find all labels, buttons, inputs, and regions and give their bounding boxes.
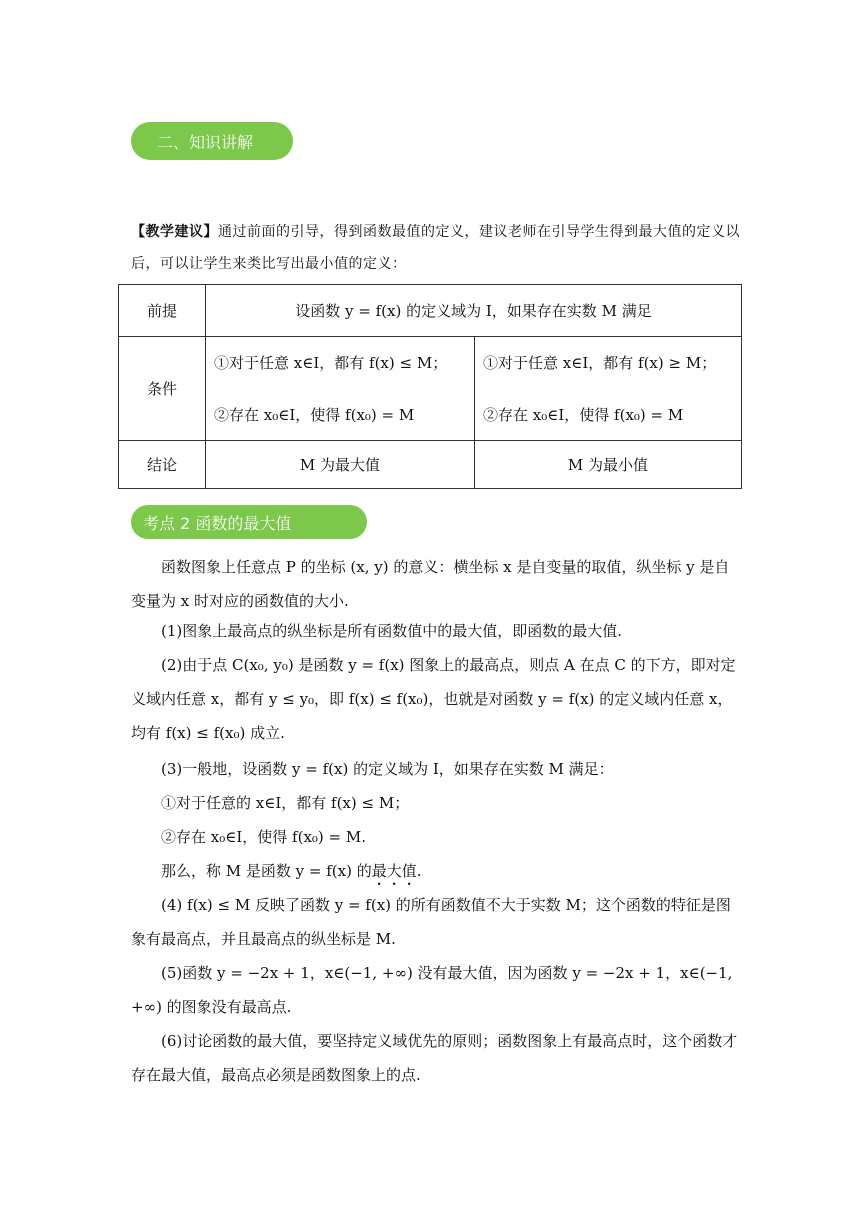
kaodian-heading-text: 考点 2 函数的最大值 [143, 513, 292, 533]
table-row [119, 337, 742, 441]
kaodian-heading [131, 505, 367, 539]
max-condition-2: ②存在 x₀∈I，使得 f(x₀) = M [214, 405, 415, 424]
max-conclusion: M 为最大值 [206, 441, 475, 489]
max-conditions-cell [206, 337, 475, 441]
paragraph-point-6: (6)讨论函数的最大值，要坚持定义域优先的原则；函数图象上有最高点时，这个函数才存在最大值，最高点必须是函数图象上的点. [131, 1032, 738, 1084]
teaching-suggestion [131, 216, 741, 280]
max-condition-1: ①对于任意 x∈I，都有 f(x) ≤ M； [214, 353, 448, 372]
section-heading [131, 122, 293, 160]
paragraph-point-2: (2)由于点 C(x₀, y₀) 是函数 y = f(x) 图象上的最高点，则点 A 在点 C 的下方，即对定义域内任意 x，都有 y ≤ y₀，即 f(x) ≤ f(x₀)，也就是对函数 y = f(x) 的定义域内任意 x，均有 f(x) ≤ f(x₀) 成立. [131, 656, 736, 742]
suggestion-label: 【教学建议】 [131, 224, 218, 240]
min-condition-2: ②存在 x₀∈I，使得 f(x₀) = M [483, 405, 684, 424]
min-conditions-cell [475, 337, 742, 441]
paragraph-point-5: (5)函数 y = −2x + 1，x∈(−1, +∞) 没有最大值，因为函数 y = −2x + 1，x∈(−1, +∞) 的图象没有最高点. [131, 964, 733, 1016]
max-definition-prefix: 那么，称 M 是函数 y = f(x) 的 [161, 862, 372, 880]
suggestion-text: 通过前面的引导，得到函数最值的定义，建议老师在引导学生得到最大值的定义以后，可以让学生来类比写出最小值的定义： [131, 224, 740, 272]
table-row [119, 441, 742, 489]
paragraph-point-3: (3)一般地，设函数 y = f(x) 的定义域为 I，如果存在实数 M 满足： [161, 760, 614, 778]
min-condition-1: ①对于任意 x∈I，都有 f(x) ≥ M； [483, 353, 717, 372]
paragraph-point-4: (4) f(x) ≤ M 反映了函数 y = f(x) 的所有函数值不大于实数 M；这个函数的特征是图象有最高点，并且最高点的纵坐标是 M. [131, 896, 731, 948]
premise-header: 前提 [119, 285, 206, 337]
max-definition-emphasis: 最大值 [371, 862, 417, 880]
paragraph-point-1: (1)图象上最高点的纵坐标是所有函数值中的最大值，即函数的最大值. [161, 622, 623, 640]
min-conclusion: M 为最小值 [475, 441, 742, 489]
conclusion-header: 结论 [119, 441, 206, 489]
condition-header: 条件 [119, 337, 206, 441]
max-definition-sentence [131, 854, 743, 889]
definition-table [118, 284, 742, 489]
premise-text: 设函数 y = f(x) 的定义域为 I，如果存在实数 M 满足 [206, 285, 742, 337]
condition-1: ①对于任意的 x∈I，都有 f(x) ≤ M； [161, 794, 410, 812]
max-definition-suffix: . [416, 862, 422, 880]
paragraph-coordinate-meaning: 函数图象上任意点 P 的坐标 (x, y) 的意义：横坐标 x 是自变量的取值，纵坐标 y 是自变量为 x 时对应的函数值的大小. [131, 558, 730, 610]
condition-2: ②存在 x₀∈I，使得 f(x₀) = M. [161, 828, 366, 846]
section-heading-text: 二、知识讲解 [157, 132, 254, 152]
table-row [119, 285, 742, 337]
